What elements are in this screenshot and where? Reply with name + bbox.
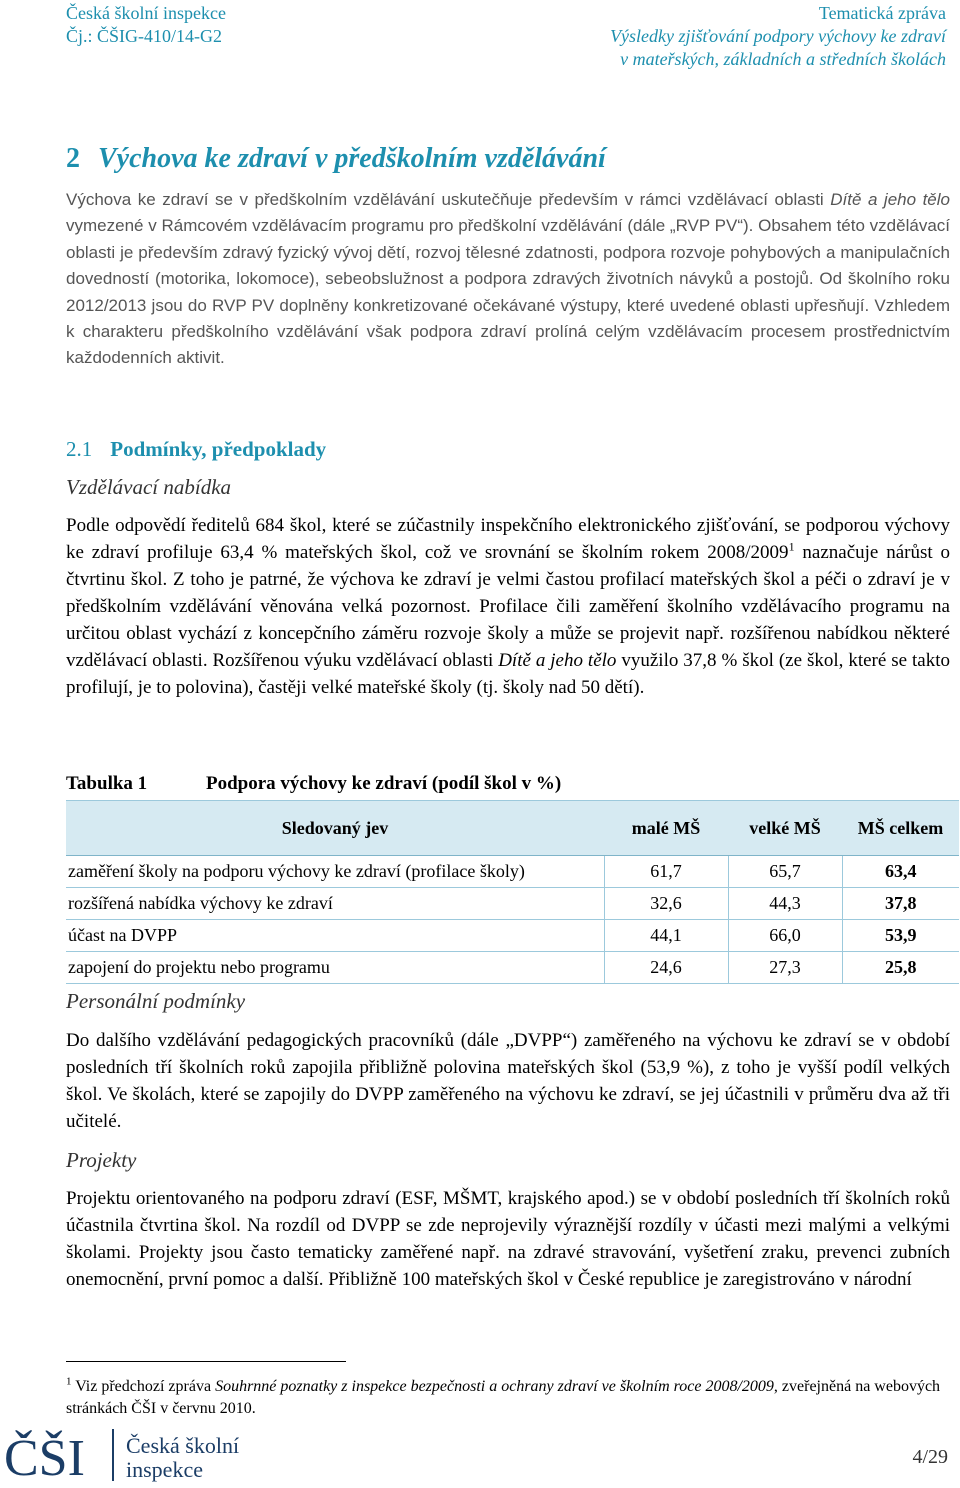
table-cell: 25,8 — [842, 952, 959, 984]
logo-line2: inspekce — [126, 1457, 203, 1482]
table-cell: 53,9 — [842, 920, 959, 952]
csi-logo-icon — [0, 1413, 260, 1483]
table-cell: rozšířená nabídka výchovy ke zdraví — [66, 888, 604, 920]
offer-text-italic: Dítě a jeho tělo — [498, 650, 617, 671]
intro-text-c: vymezené v Rámcovém vzdělávacím programu pro předškolní vzdělávání (dále „RVP PV“). Obsahem této vzdělávací oblasti je především zdravý fyzický vývoj dětí, rozvoj tělesné zdatnosti, podpora rozvoje pohybových a manipulačních dovedností (motorika, lokomoce), sebeobslužnost a podpora zdravých životních návyků a postojů. Od školního roku 2012/2013 jsou do RVP PV doplněny konkretizované očekávané výstupy, které uvedené oblasti upřesňují. Vzhledem k charakteru předškolního vzdělávání však podpora zdraví prolíná celým vzdělávacím procesem prostřednictvím každodenních aktivit. — [66, 216, 950, 368]
table-cell: 24,6 — [604, 952, 728, 984]
table-header: Sledovaný jev — [66, 801, 604, 856]
offer-paragraph — [66, 512, 950, 701]
personnel-heading: Personální podmínky — [66, 989, 246, 1013]
table-row — [66, 888, 959, 920]
table-header: velké MŠ — [728, 801, 842, 856]
footnote-ref: 1 — [788, 539, 795, 554]
intro-text-italic: Dítě a jeho tělo — [830, 190, 950, 209]
section-heading — [66, 143, 606, 175]
section-number: 2 — [66, 143, 80, 174]
footnote-separator — [66, 1361, 346, 1362]
csi-logo — [0, 1413, 260, 1483]
intro-text-a: Výchova ke zdraví se v předškolním vzdělávání uskutečňuje především v rámci vzdělávací oblasti — [66, 190, 831, 209]
logo-divider — [112, 1429, 114, 1481]
header-ref: Čj.: ČŠIG-410/14-G2 — [66, 26, 223, 46]
logo-abbr: ČŠI — [4, 1430, 85, 1483]
table-caption — [66, 773, 561, 795]
table-header: malé MŠ — [604, 801, 728, 856]
table-row — [66, 952, 959, 984]
table-caption-label: Tabulka 1 — [66, 773, 148, 794]
subsection-number: 2.1 — [66, 437, 93, 461]
subsection-title: Podmínky, předpoklady — [110, 437, 327, 461]
table-cell: 44,3 — [728, 888, 842, 920]
table-cell: 66,0 — [728, 920, 842, 952]
projects-paragraph: Projektu orientovaného na podporu zdraví (ESF, MŠMT, krajského apod.) se v období posledních tří školních roků účastnila čtvrtina škol. Na rozdíl od DVPP se zde neprojevily výraznější rozdíly v účasti mezi malými a velkými školami. Projekty jsou často tematicky zaměřené např. na zdravé stravování, vyšetření zraku, prevenci zubních onemocnění, první pomoc a další. Přibližně 100 mateřských škol v České republice je zaregistrováno v národní — [66, 1188, 950, 1290]
support-table — [66, 800, 959, 984]
footnote-mark: 1 — [66, 1375, 72, 1388]
footnote-text-a: Viz předchozí zpráva — [71, 1378, 216, 1395]
footnote-text-c: , zveřejněná na webových stránkách ČŠI v červnu 2010. — [66, 1378, 941, 1417]
table-cell: účast na DVPP — [66, 920, 604, 952]
logo-line1: Česká školní — [126, 1433, 240, 1458]
offer-heading: Vzdělávací nabídka — [66, 475, 232, 499]
header-report-type: Tematická zpráva — [818, 3, 946, 23]
table-cell: 37,8 — [842, 888, 959, 920]
table-row — [66, 856, 959, 888]
table-cell: zaměření školy na podporu výchovy ke zdraví (profilace školy) — [66, 856, 604, 888]
table-row — [66, 920, 959, 952]
subsection-heading — [66, 437, 326, 462]
offer-text-d: využilo 37,8 % škol (ze škol, které se takto profilují, je to polovina), častěji velké mateřské školy (tj. školy nad 50 dětí). — [66, 650, 950, 698]
table-cell: zapojení do projektu nebo programu — [66, 952, 604, 984]
table-cell: 32,6 — [604, 888, 728, 920]
table-header: MŠ celkem — [842, 801, 959, 856]
personnel-paragraph: Do dalšího vzdělávání pedagogických pracovníků (dále „DVPP“) zaměřeného na výchovu ke zdraví se v období posledních tří školních roků zapojila přibližně polovina mateřských škol (53,9 %), z toho je vyšší podíl velkých škol. Ve školách, které se zapojily do DVPP zaměřeného na výchovu ke zdraví, se jej účastnili v průměru dva až tři učitelé. — [66, 1030, 950, 1132]
table-cell: 44,1 — [604, 920, 728, 952]
table-header-row — [66, 801, 959, 856]
header-report-title-2: v mateřských, základních a středních školách — [620, 49, 946, 69]
section-title: Výchova ke zdraví v předškolním vzdělávání — [98, 143, 606, 174]
table-cell: 27,3 — [728, 952, 842, 984]
table-cell: 65,7 — [728, 856, 842, 888]
header-report-title-1: Výsledky zjišťování podpory výchovy ke zdraví — [610, 26, 946, 46]
page-number: 4/29 — [912, 1446, 948, 1468]
projects-heading: Projekty — [66, 1148, 137, 1172]
section-intro — [66, 187, 950, 372]
offer-text-a: Podle odpovědí ředitelů 684 škol, které se zúčastnily inspekčního elektronického zjišťování, se podporou výchovy ke zdraví profiluje 63,4 % mateřských škol, což ve srovnání se školním rokem 2008/2009 — [66, 515, 950, 563]
header-org: Česká školní inspekce — [66, 3, 226, 23]
table-cell: 63,4 — [842, 856, 959, 888]
offer-text-b: naznačuje nárůst o čtvrtinu škol. Z toho je patrné, že výchova ke zdraví je velmi častou profilací mateřských škol a péči o zdraví je v předškolním vzdělávání věnována velká pozornost. Profilace čili zaměření školního vzdělávacího programu na určitou oblast vychází z koncepčního záměru rozvoje školy a může se projevit např. rozšířenou nabídkou některé vzdělávací oblasti. Rozšířenou výuku vzdělávací oblasti — [66, 542, 950, 671]
table-caption-text: Podpora výchovy ke zdraví (podíl škol v %) — [206, 773, 562, 794]
table-cell: 61,7 — [604, 856, 728, 888]
footnote-text-italic: Souhrnné poznatky z inspekce bezpečnosti a ochrany zdraví ve školním roce 2008/2009 — [215, 1378, 774, 1395]
